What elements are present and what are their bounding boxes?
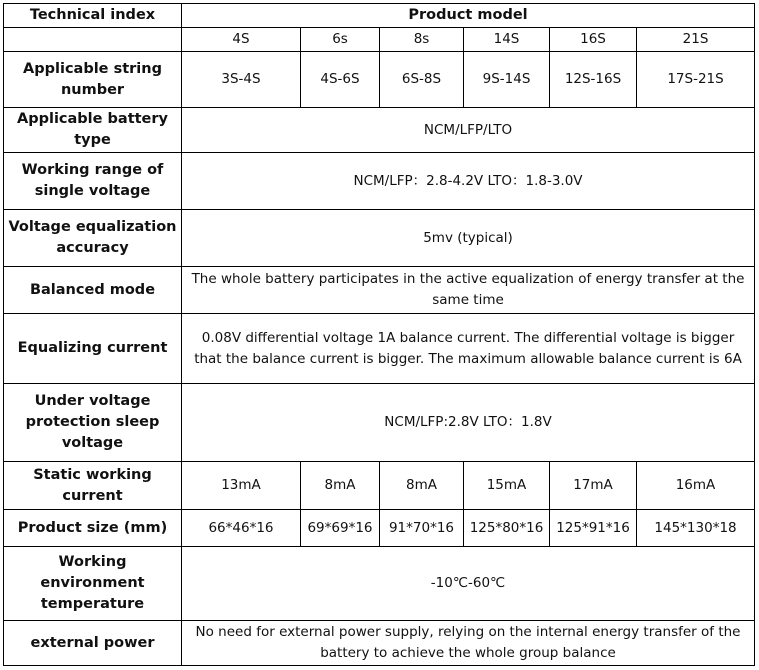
table-cell: 3S-4S	[182, 52, 301, 108]
table-cell: 145*130*18	[637, 510, 755, 547]
row-label: Working range of single voltage	[4, 153, 182, 210]
table-cell: NCM/LFP/LTO	[182, 108, 755, 153]
model-name: 14S	[464, 28, 550, 52]
equalization-accuracy-row	[4, 210, 755, 267]
row-label: Static working current	[4, 462, 182, 510]
string-number-row	[4, 52, 755, 108]
model-name: 21S	[637, 28, 755, 52]
table-cell: 17mA	[550, 462, 637, 510]
row-label: Working environment temperature	[4, 547, 182, 621]
table-cell: 69*69*16	[301, 510, 380, 547]
table-cell: 66*46*16	[182, 510, 301, 547]
table-cell: 8mA	[301, 462, 380, 510]
table-cell: NCM/LFP:2.8V LTO：1.8V	[182, 384, 755, 462]
blank-cell	[4, 28, 182, 52]
table-cell: 13mA	[182, 462, 301, 510]
table-cell: No need for external power supply, relying on the internal energy transfer of the battery to achieve the whole group balance	[182, 621, 755, 666]
row-label: Applicable battery type	[4, 108, 182, 153]
table-cell: 0.08V differential voltage 1A balance current. The differential voltage is bigger that the balance current is bigger. The maximum allowable balance current is 6A	[182, 314, 755, 384]
header-row	[4, 4, 755, 28]
table-cell: 5mv (typical)	[182, 210, 755, 267]
row-label: Product size (mm)	[4, 510, 182, 547]
table-cell: NCM/LFP：2.8-4.2V LTO：1.8-3.0V	[182, 153, 755, 210]
static-current-row	[4, 462, 755, 510]
table-cell: The whole battery participates in the active equalization of energy transfer at the same time	[182, 267, 755, 314]
balanced-mode-row	[4, 267, 755, 314]
product-model-header: Product model	[182, 4, 755, 28]
table-cell: 9S-14S	[464, 52, 550, 108]
row-label: external power	[4, 621, 182, 666]
battery-type-row	[4, 108, 755, 153]
row-label: Under voltage protection sleep voltage	[4, 384, 182, 462]
row-label: Balanced mode	[4, 267, 182, 314]
row-label: Voltage equalization accuracy	[4, 210, 182, 267]
table-cell: 125*91*16	[550, 510, 637, 547]
environment-temperature-row	[4, 547, 755, 621]
product-size-row	[4, 510, 755, 547]
model-names-row	[4, 28, 755, 52]
table-cell: 4S-6S	[301, 52, 380, 108]
model-name: 6s	[301, 28, 380, 52]
table-cell: 91*70*16	[380, 510, 464, 547]
table-cell: 8mA	[380, 462, 464, 510]
model-name: 4S	[182, 28, 301, 52]
table-cell: 16mA	[637, 462, 755, 510]
spec-table	[3, 3, 755, 666]
table-cell: -10℃-60℃	[182, 547, 755, 621]
model-name: 16S	[550, 28, 637, 52]
spec-table-container	[3, 3, 755, 666]
table-cell: 6S-8S	[380, 52, 464, 108]
table-cell: 17S-21S	[637, 52, 755, 108]
single-voltage-row	[4, 153, 755, 210]
table-cell: 125*80*16	[464, 510, 550, 547]
table-cell: 12S-16S	[550, 52, 637, 108]
equalizing-current-row	[4, 314, 755, 384]
sleep-voltage-row	[4, 384, 755, 462]
table-cell: 15mA	[464, 462, 550, 510]
row-label: Applicable string number	[4, 52, 182, 108]
external-power-row	[4, 621, 755, 666]
model-name: 8s	[380, 28, 464, 52]
technical-index-header: Technical index	[4, 4, 182, 28]
row-label: Equalizing current	[4, 314, 182, 384]
